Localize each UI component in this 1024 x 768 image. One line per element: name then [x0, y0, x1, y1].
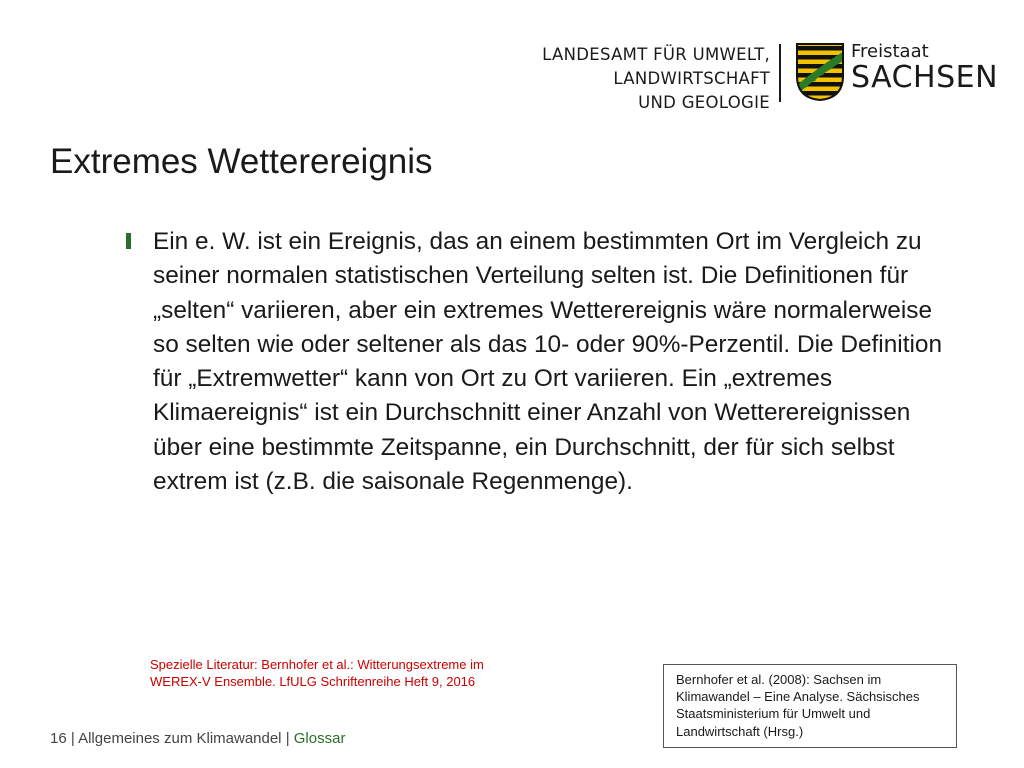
page-number: 16: [50, 730, 67, 747]
bullet-text: Ein e. W. ist ein Ereignis, das an einem bestimmten Ort im Vergleich zu seiner normalen statistischen Verteilung selten ist. Die Definitionen für „selten“ variieren, aber ein extremes Wetterereignis wäre normalerweise so selten wie oder seltener als das 10- oder 90%-Perzentil. Die Definition für „Extremwetter“ kann von Ort zu Ort variieren. Ein „extremes Klimaereignis“ ist ein Durchschnitt einer Anzahl von Wetterereignissen über eine bestimmte Zeitspanne, ein Durchschnitt, der für sich selbst extrem ist (z.B. die saisonale Regenmenge).: [153, 228, 943, 496]
agency-line-2: LANDWIRTSCHAFT: [613, 69, 770, 88]
footer: [50, 730, 345, 747]
brand-sachsen: SACHSEN: [851, 60, 999, 95]
footer-separator-2: |: [281, 730, 294, 747]
logo-divider: [779, 44, 781, 102]
brand-freistaat: Freistaat: [851, 41, 929, 62]
agency-line-3: UND GEOLOGIE: [638, 93, 770, 112]
footer-section: Allgemeines zum Klimawandel: [78, 730, 282, 747]
glossar-link[interactable]: Glossar: [293, 730, 346, 747]
agency-line-1: LANDESAMT FÜR UMWELT,: [542, 45, 770, 64]
bullet-marker: [126, 233, 131, 249]
brand: [851, 42, 998, 94]
slide-title: Extremes Wetterereignis: [50, 142, 433, 181]
literature-line-1: Spezielle Literatur: Bernhofer et al.: Witterungsextreme im: [150, 657, 484, 672]
saxony-coat-of-arms-icon: [795, 42, 845, 102]
literature-line-2: WEREX-V Ensemble. LfULG Schriftenreihe Heft 9, 2016: [150, 674, 476, 689]
footer-separator: |: [66, 730, 79, 747]
literature-note: [150, 656, 550, 690]
reference-box: Bernhofer et al. (2008): Sachsen im Klimawandel – Eine Analyse. Sächsisches Staatsministerium für Umwelt und Landwirtschaft (Hrsg.): [663, 664, 957, 748]
agency-name: [542, 43, 770, 115]
